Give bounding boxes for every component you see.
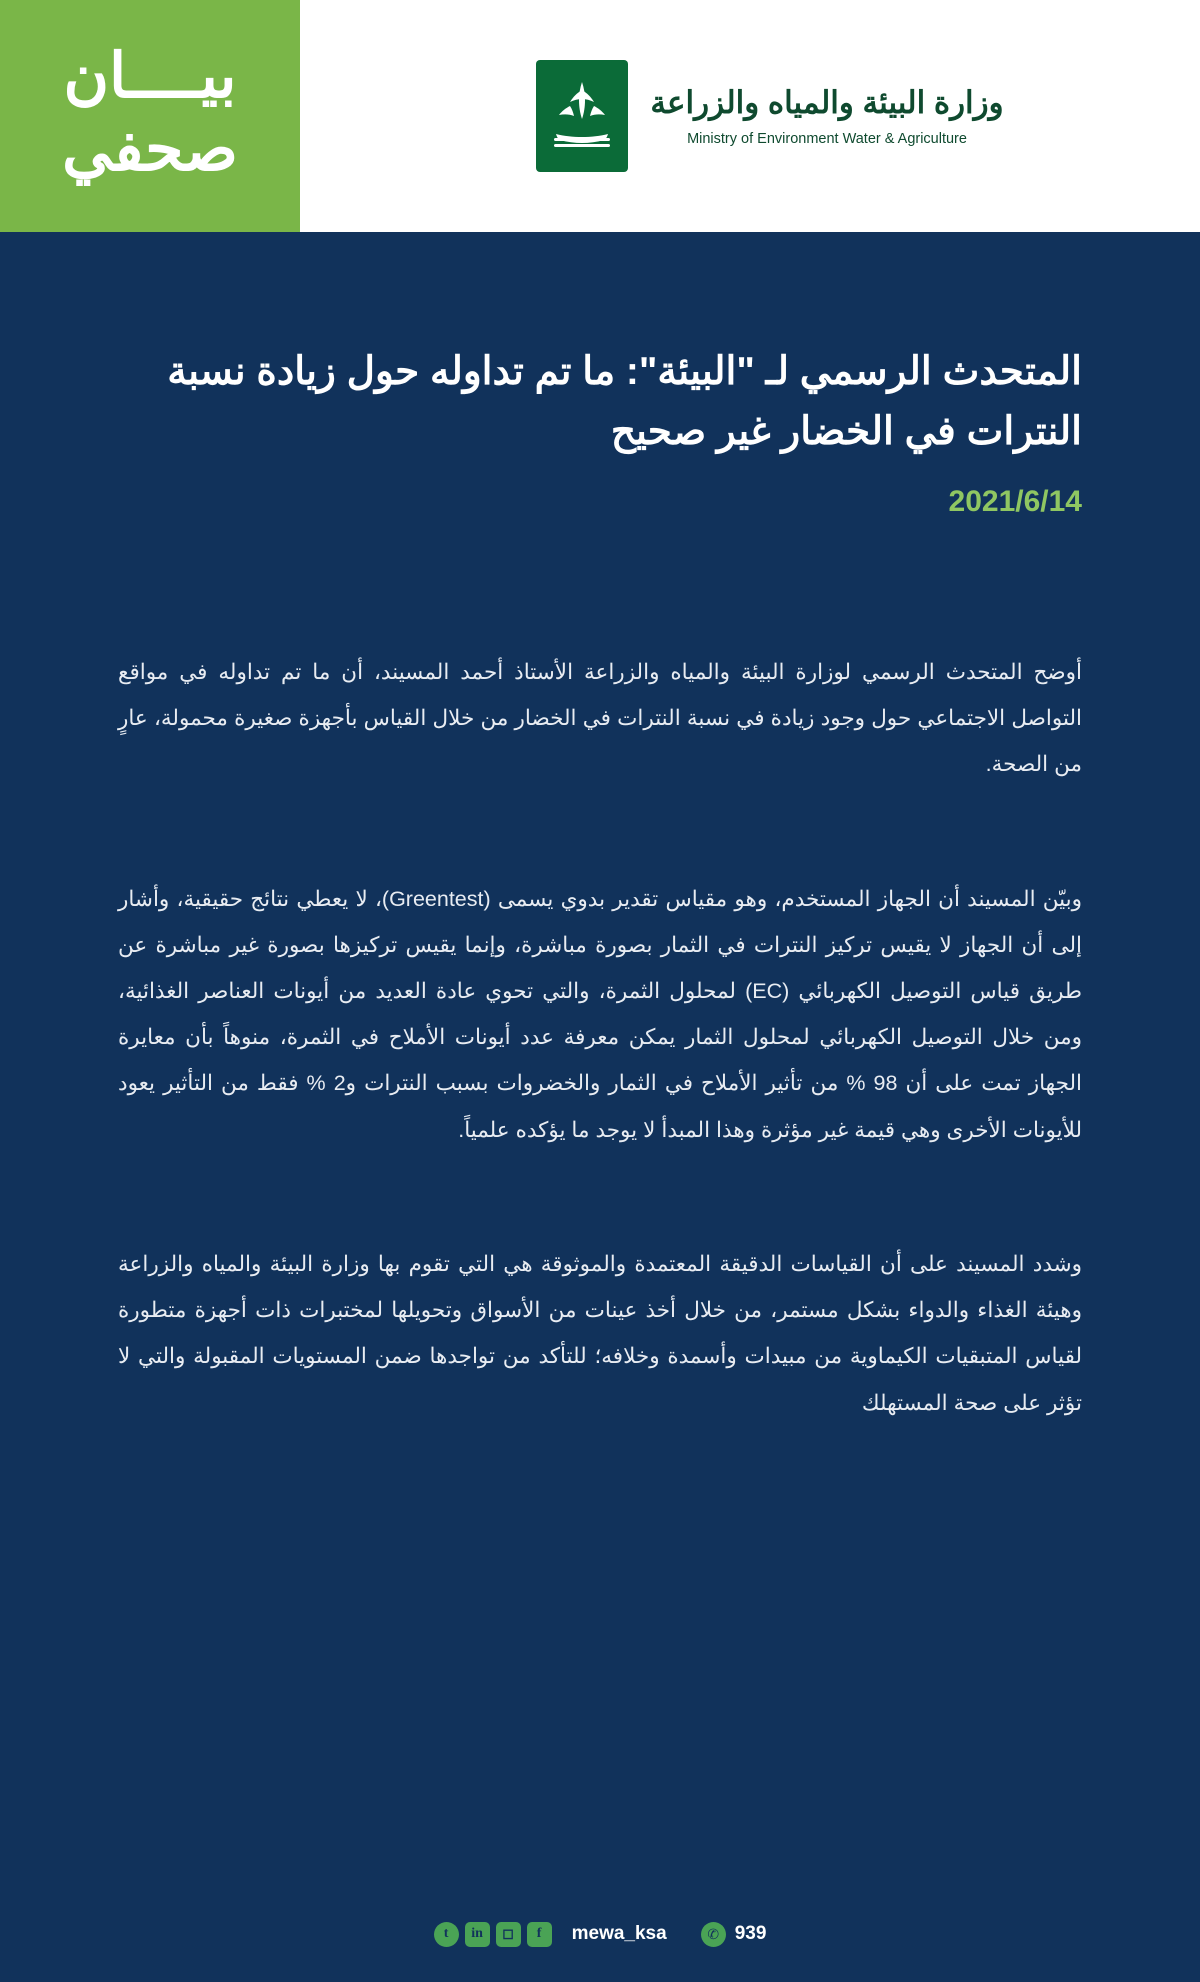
ministry-name-english: Ministry of Environment Water & Agriculture <box>687 130 967 147</box>
facebook-icon[interactable]: f <box>527 1922 552 1947</box>
saudi-palm-swords-emblem-icon <box>536 60 628 172</box>
linkedin-icon[interactable]: in <box>465 1922 490 1947</box>
badge-line-2: صحفي <box>62 115 238 185</box>
twitter-icon[interactable]: t <box>434 1922 459 1947</box>
phone-icon: ✆ <box>701 1922 726 1947</box>
ministry-identity <box>300 0 1200 232</box>
instagram-icon[interactable]: ◻ <box>496 1922 521 1947</box>
social-icons-group <box>434 1922 552 1947</box>
press-release-body <box>0 232 1200 1982</box>
phone-number: 939 <box>734 1923 767 1944</box>
press-release-badge <box>0 0 300 232</box>
paragraph-1: أوضح المتحدث الرسمي لوزارة البيئة والمياه والزراعة الأستاذ أحمد المسيند، أن ما تم تداوله في مواقع التواصل الاجتماعي حول وجود زيادة في نسبة النترات في الخضار من خلال القياس بأجهزة صغيرة محمولة، عارٍ من الصحة. <box>118 659 1082 777</box>
phone-group <box>701 1922 767 1947</box>
ministry-name-arabic: وزارة البيئة والمياه والزراعة <box>650 85 1004 121</box>
page-title: المتحدث الرسمي لـ "البيئة": ما تم تداوله حول زيادة نسبة النترات في الخضار غير صحيح <box>167 350 1082 454</box>
page-header <box>0 0 1200 232</box>
publish-date: 2021/6/14 <box>948 484 1082 518</box>
social-handle: mewa_ksa <box>571 1923 667 1944</box>
badge-line-1: بيــــان <box>63 42 237 112</box>
ministry-name-block <box>650 84 1003 148</box>
paragraph-3: وشدد المسيند على أن القياسات الدقيقة المعتمدة والموثوقة هي التي تقوم بها وزارة البيئة والمياه والزراعة وهيئة الغذاء والدواء بشكل مستمر، من خلال أخذ عينات من الأسواق وتحويلها لمختبرات ذات أجهزة متطورة لقياس المتبقيات الكيماوية من مبيدات وأسمدة وخلافه؛ للتأكد من تواجدها ضمن المستويات المقبولة والتي لا تؤثر على صحة المستهلك <box>118 1251 1082 1415</box>
page-footer <box>0 1886 1200 1982</box>
paragraph-2: وبيّن المسيند أن الجهاز المستخدم، وهو مقياس تقدير بدوي يسمى (Greentest)، لا يعطي نتائج حقيقية، وأشار إلى أن الجهاز لا يقيس تركيز النترات في الثمار بصورة مباشرة، وإنما يقيس تركيزها بصورة غير مباشرة عن طريق قياس التوصيل الكهربائي (EC) لمحلول الثمرة، والتي تحوي عادة العديد من أيونات العناصر الغذائية، ومن خلال التوصيل الكهربائي لمحلول الثمار يمكن معرفة عدد أيونات الأملاح في الثمرة، منوهاً بأن معايرة الجهاز تمت على أن 98 % من تأثير الأملاح في الثمار والخضروات بسبب النترات و2 % فقط من التأثير يعود للأيونات الأخرى وهي قيمة غير مؤثرة وهذا المبدأ لا يوجد ما يؤكده علمياً. <box>118 886 1082 1142</box>
